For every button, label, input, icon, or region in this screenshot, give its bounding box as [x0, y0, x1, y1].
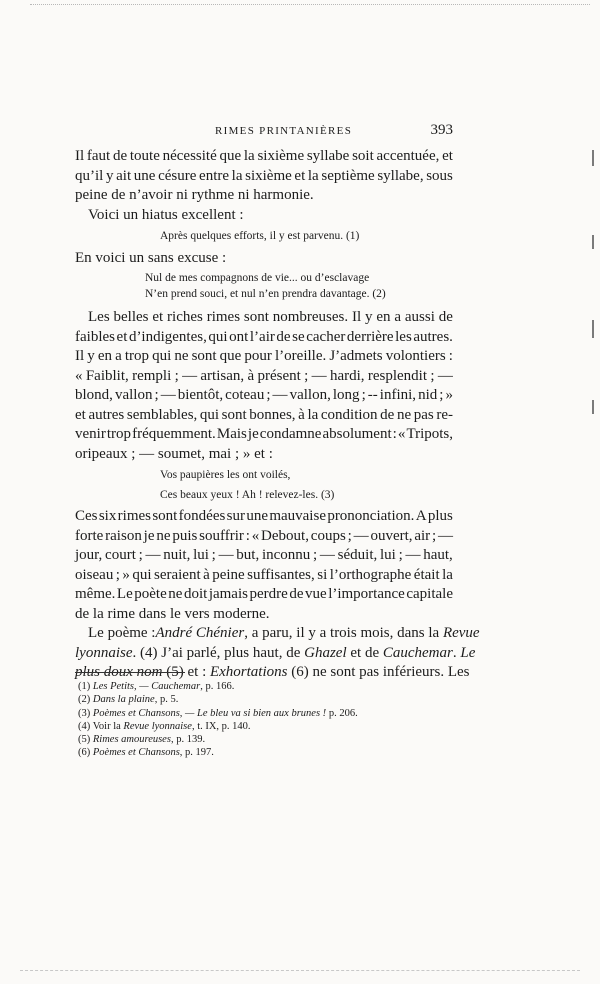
- work-title: Revue: [442, 625, 480, 641]
- text-line: Le poème : André Chénier , a paru, il y a trois mois, dans la Revue: [75, 624, 453, 644]
- work-title: Le: [460, 644, 476, 661]
- work-title: André Chénier: [155, 625, 245, 641]
- text-line: plus doux nom (5) et : Exhortations (6) ne sont pas inférieurs. Les: [75, 663, 453, 683]
- scan-top-edge: [30, 4, 590, 5]
- work-title: Cauchemar: [382, 644, 453, 661]
- footnote: (5) Rimes amoureuses, p. 139.: [78, 734, 206, 746]
- verse-quote: Nul de mes compagnons de vie... ou d’esclavage: [145, 272, 370, 284]
- text-line: jour, court ; — nuit, lui ; — but, inconnu ; — séduit, lui ; — haut,: [75, 547, 453, 563]
- footnote-rule: [75, 672, 185, 673]
- verse-quote: Ces beaux yeux ! Ah ! relevez-les. (3): [160, 488, 335, 501]
- text-line: Les belles et riches rimes sont nombreuses. Il y en a aussi de: [88, 309, 453, 325]
- running-title: RIMES PRINTANIÈRES: [215, 125, 353, 137]
- work-title: Exhortations: [209, 664, 288, 680]
- text-line: et autres semblables, qui sont bonnes, à la condition de ne pas re-: [75, 406, 453, 423]
- text-line: forte raison je ne puis souffrir : « Debout, coups ; — ouvert, air ; —: [75, 527, 453, 544]
- text-line: oripeaux ; — soumet, mai ; » et :: [75, 445, 273, 462]
- work-title: lyonnaise: [75, 644, 133, 661]
- scan-edge-mark: [592, 235, 594, 249]
- text-line: Il faut de toute nécessité que la sixième syllabe soit accentuée, et: [75, 148, 453, 164]
- text-line: Voici un hiatus excellent :: [88, 206, 244, 223]
- scan-bottom-edge: [20, 970, 580, 971]
- text-line: Il y en a trop qui ne sont que pour l’oreille. J’admets volontiers :: [75, 348, 453, 364]
- text-line: qu’il y ait une césure entre la sixième et la septième syllabe, sous: [75, 167, 453, 184]
- text-line: Ces six rimes sont fondées sur une mauvaise prononciation. A plus: [75, 508, 453, 524]
- footnote: (6) Poèmes et Chansons, p. 197.: [78, 747, 214, 759]
- work-title: plus doux nom: [75, 664, 163, 680]
- verse-quote: Après quelques efforts, il y est parvenu. (1): [160, 230, 360, 242]
- text-line: oiseau ; » qui seraient à peine suffisantes, si l’orthographe était la: [75, 566, 453, 583]
- body-text: [75, 147, 480, 683]
- text-line: venir trop fréquemment. Mais je condamne absolument : « Tripots,: [75, 426, 453, 442]
- footnote: (2) Dans la plaine, p. 5.: [78, 694, 179, 706]
- scan-edge-mark: [592, 400, 594, 414]
- text-line: de la rime dans le vers moderne.: [75, 605, 270, 622]
- text-line: lyonnaise . (4) J’ai parlé, plus haut, de Ghazel et de Cauchemar . Le: [75, 644, 453, 664]
- page-number: 393: [430, 122, 453, 138]
- text-line: même. Le poète ne doit jamais perdre de vue l’importance capitale: [75, 586, 453, 602]
- footnotes: [78, 680, 458, 760]
- footnote: (3) Poèmes et Chansons, — Le bleu va si bien aux brunes ! p. 206.: [78, 707, 358, 719]
- page-header: [75, 120, 453, 142]
- text-line: « Faiblit, rempli ; — artisan, à présent ; — hardi, resplendit ; —: [75, 367, 453, 384]
- footnote: (4) Voir la Revue lyonnaise, t. IX, p. 140.: [78, 720, 251, 732]
- scan-edge-mark: [592, 150, 594, 166]
- footnote: (1) Les Petits, — Cauchemar, p. 166.: [78, 681, 235, 692]
- text-line: faibles et d’indigentes, qui ont l’air de se cacher derrière les autres.: [75, 328, 453, 345]
- text-line: En voici un sans excuse :: [75, 249, 227, 266]
- verse-quote: N’en prend souci, et nul n’en prendra davantage. (2): [145, 287, 386, 300]
- scan-edge-mark: [592, 320, 594, 338]
- verse-quote: Vos paupières les ont voilés,: [160, 469, 291, 481]
- work-title: Ghazel: [304, 644, 347, 661]
- text-line: blond, vallon ; — bientôt, coteau ; — vallon, long ; -- infini, nid ; »: [75, 387, 453, 403]
- text-line: peine de n’avoir ni rythme ni harmonie.: [75, 187, 314, 203]
